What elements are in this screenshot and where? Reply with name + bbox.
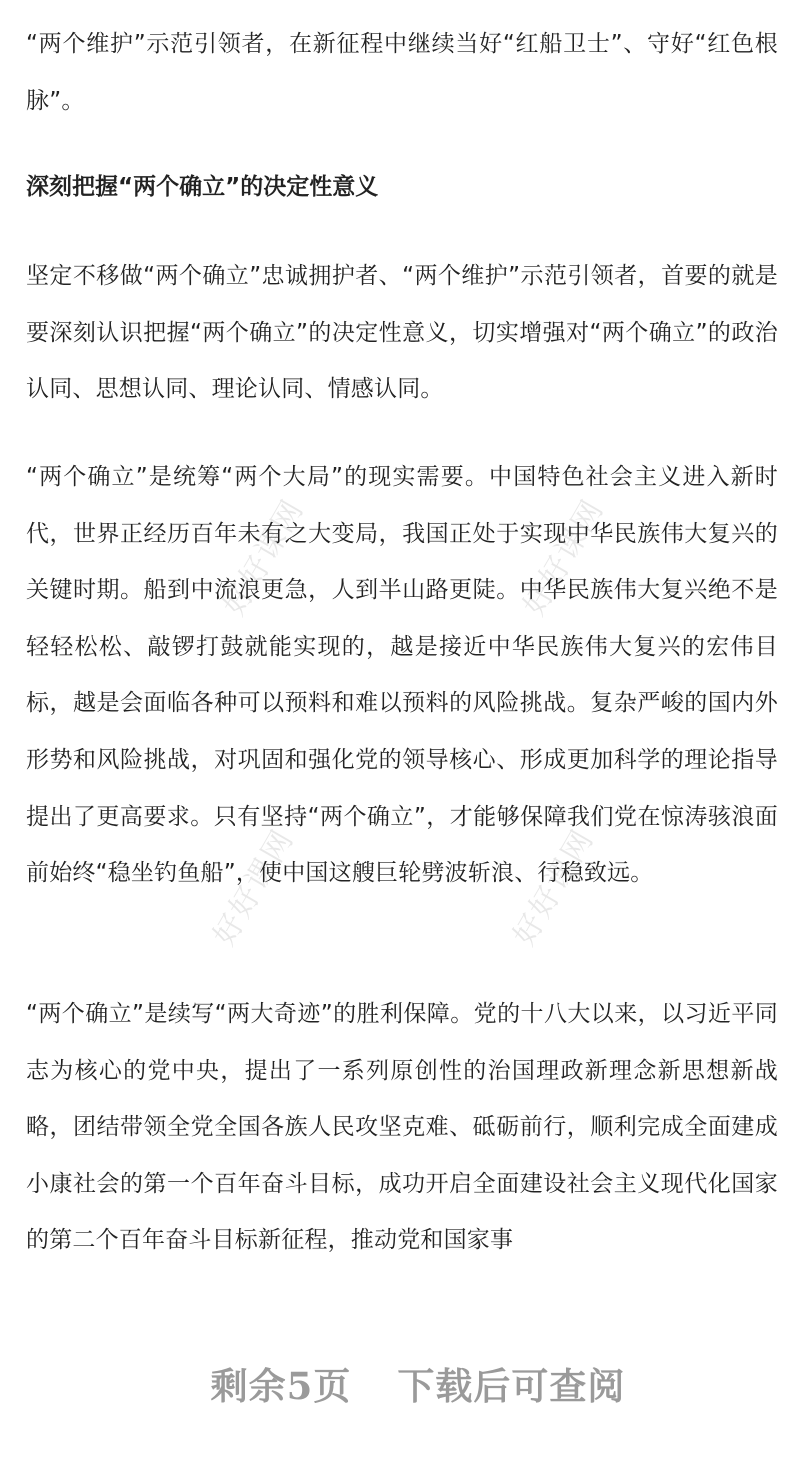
download-hint-label: 下载后可查阅 xyxy=(397,1364,626,1408)
watermark-text: 好好课网 xyxy=(206,823,302,952)
body-paragraph: “两个确立”是统筹“两个大局”的现实需要。中国特色社会主义进入新时代，世界正经历百年未有之大变局，我国正处于实现中华民族伟大复兴的关键时期。船到中流浪更急，人到半山路更陡。中华民族伟大复兴绝不是轻轻松松、敲锣打鼓就能实现的，越是接近中华民族伟大复兴的宏伟目标，越是会面临各种可以预料和难以预料的风险挑战。复杂严峻的国内外形势和风险挑战，对巩固和强化党的领导核心、形成更加科学的理论指导提出了更高要求。只有坚持“两个确立”，才能够保障我们党在惊涛骇浪面前始终“稳坐钓鱼船”，使中国这艘巨轮劈波斩浪、行稳致远。 xyxy=(26,464,778,887)
watermark-text: 好好课网 xyxy=(506,823,602,952)
remaining-pages-label: 剩余5页 xyxy=(210,1364,352,1408)
body-paragraph: 坚定不移做“两个确立”忠诚拥护者、“两个维护”示范引领者，首要的就是要深刻认识把握“两个确立”的决定性意义，切实增强对“两个确立”的政治认同、思想认同、理论认同、情感认同。 xyxy=(26,263,778,403)
watermark-text: 好好课网 xyxy=(516,493,612,622)
intro-paragraph-tail: “两个维护”示范引领者，在新征程中继续当好“红船卫士”、守好“红色根脉”。 xyxy=(26,31,778,114)
watermark-text: 好好课网 xyxy=(216,493,312,622)
section-heading: 深刻把握“两个确立”的决定性意义 xyxy=(26,174,379,200)
body-paragraph: “两个确立”是续写“两大奇迹”的胜利保障。党的十八大以来，以习近平同志为核心的党中央，提出了一系列原创性的治国理政新理念新思想新战略，团结带领全党全国各族人民攻坚克难、砥砺前行，顺利完成全面建成小康社会的第一个百年奋斗目标，成功开启全面建设社会主义现代化国家的第二个百年奋斗目标新征程，推动党和国家事 xyxy=(26,1001,778,1254)
download-prompt[interactable] xyxy=(0,1358,800,1414)
